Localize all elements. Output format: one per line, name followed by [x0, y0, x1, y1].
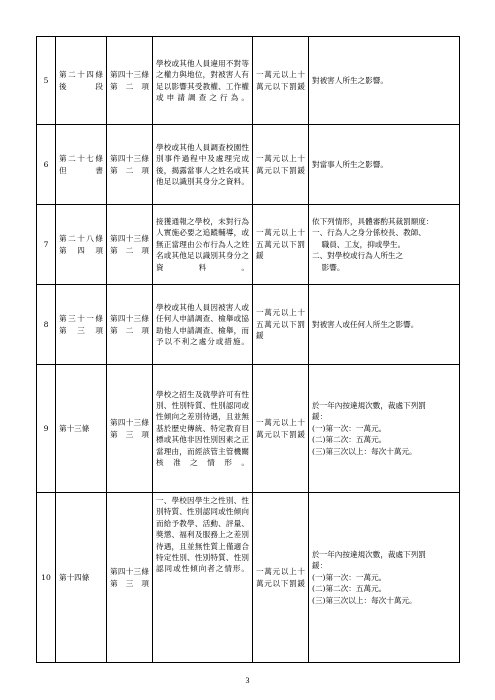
- violation-description: 一、學校因學生之性別、性別特質、性別認同或性傾向而給予教學、活動、評量、獎懲、福利及服務上之差別待遇，且並無性質上僅適合特定性別、性別特質、性別認同或性傾向者之情形。: [153, 493, 253, 663]
- criteria-line: (三)第三次以上：每次十萬元。: [312, 595, 417, 605]
- violated-article: 第二十四條後段: [56, 37, 107, 125]
- criteria-line: (二)第二次：五萬元。: [312, 435, 387, 445]
- penalty-basis: 第四十三條第二項: [107, 285, 153, 365]
- penalty-basis: 第四十三條第二項: [107, 37, 153, 125]
- violated-article: 第三十一條第三項: [56, 285, 107, 365]
- criteria-line: (一)第一次：一萬元。: [312, 572, 387, 582]
- criteria-line: 於一年內按違規次數，裁處下列罰: [312, 400, 426, 410]
- criteria-line: 鍰：: [312, 561, 328, 571]
- violated-article: 第二十八條第四項: [56, 205, 107, 285]
- penalty-criteria: [309, 125, 460, 205]
- criteria-line: (一)第一次：一萬元。: [312, 423, 387, 433]
- table-row: [37, 285, 460, 365]
- fine-range: 一萬元以上十五萬元以下罰鍰: [253, 205, 309, 285]
- row-number: 10: [37, 493, 56, 663]
- table-row: [37, 493, 460, 663]
- table-row: [37, 125, 460, 205]
- violation-description: 學校或其他人員因被害人或任何人申請調查、檢舉或協助他人申請調查、檢舉，而予以不利之處分或措施。: [153, 285, 253, 365]
- row-number: 7: [37, 205, 56, 285]
- page-number: 3: [245, 676, 250, 685]
- row-number: 8: [37, 285, 56, 365]
- penalty-basis: 第四十三條第三項: [107, 365, 153, 493]
- criteria-line: 對被害人所生之影響。: [312, 75, 388, 85]
- violation-description: 接獲通報之學校，未對行為人實施必要之追蹤輔導，或無正當理由公布行為人之姓名或其他足以識別其身分之資料。: [153, 205, 253, 285]
- criteria-line: (二)第二次：五萬元。: [312, 584, 387, 594]
- penalty-criteria: [309, 493, 460, 663]
- violation-description: 學校或其他人員調查校園性別事件過程中及處理完成後，揭露當事人之姓名或其他足以識別其身分之資料。: [153, 125, 253, 205]
- penalty-basis: 第四十三條第二項: [107, 125, 153, 205]
- violated-article: 第十四條: [56, 493, 107, 663]
- table-row: [37, 37, 460, 125]
- violation-description: 學校之招生及就學許可有性別、性別特質、性別認同或性傾向之差別待遇，且並無基於歷史傳統、特定教育目標或其他非因性別因素之正當理由，而經該管主管機關核准之情形。: [153, 365, 253, 493]
- criteria-line: (三)第三次以上：每次十萬元。: [312, 446, 417, 456]
- violation-description: 學校或其他人員違用不對等之權力與地位，對被害人有足以影響其受教權、工作權或申請調查之行為。: [153, 37, 253, 125]
- penalty-criteria: [309, 285, 460, 365]
- fine-range: 一萬元以上十五萬元以下罰鍰: [253, 285, 309, 365]
- criteria-line: 一、行為人之身分係校長、教師、: [312, 228, 426, 238]
- criteria-line: 於一年內按違規次數，裁處下列罰: [312, 549, 426, 559]
- criteria-line: 鍰：: [312, 412, 328, 422]
- row-number: 5: [37, 37, 56, 125]
- criteria-line: 二、對學校或行為人所生之: [312, 251, 404, 261]
- violated-article: 第十三條: [56, 365, 107, 493]
- fine-range: 一萬元以上十萬元以下罰鍰: [253, 365, 309, 493]
- violated-article: 第二十七條但書: [56, 125, 107, 205]
- penalty-criteria: [309, 37, 460, 125]
- fine-range: 一萬元以上十萬元以下罰鍰: [253, 493, 309, 663]
- penalty-basis: 第四十三條第二項: [107, 205, 153, 285]
- criteria-line: 職員、工友，抑或學生。: [312, 239, 406, 249]
- table-row: [37, 365, 460, 493]
- penalty-table: [36, 36, 460, 663]
- row-number: 9: [37, 365, 56, 493]
- criteria-line: 影響。: [312, 262, 345, 272]
- fine-range: 一萬元以上十萬元以下罰鍰: [253, 37, 309, 125]
- row-number: 6: [37, 125, 56, 205]
- criteria-line: 依下列情形，具體審酌其裁罰額度：: [312, 216, 434, 226]
- criteria-line: 對當事人所生之影響。: [312, 159, 388, 169]
- criteria-line: 對被害人或任何人所生之影響。: [312, 319, 419, 329]
- penalty-basis: 第四十三條第三項: [107, 493, 153, 663]
- penalty-criteria: [309, 365, 460, 493]
- penalty-criteria: [309, 205, 460, 285]
- fine-range: 一萬元以上十萬元以下罰鍰: [253, 125, 309, 205]
- table-row: [37, 205, 460, 285]
